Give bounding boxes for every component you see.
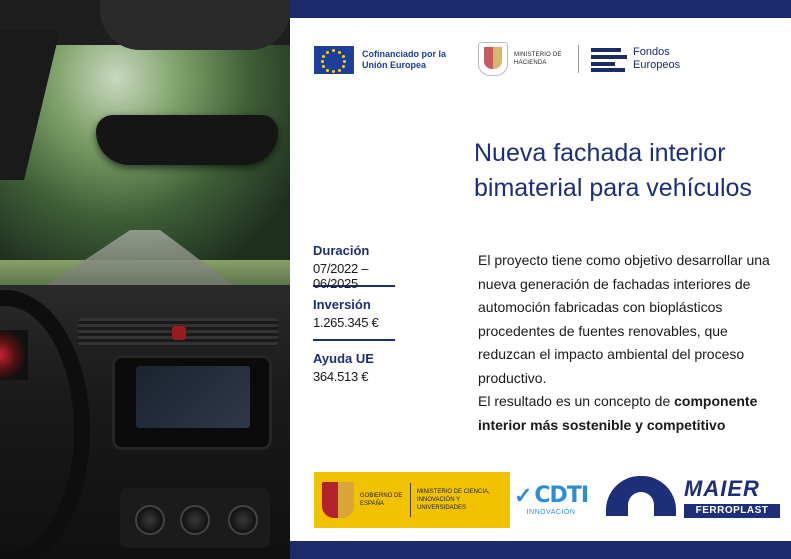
inversion-block [313,297,403,341]
result-paragraph [478,390,778,437]
cdti-check-icon: ✓ [513,483,533,508]
rearview-mirror [96,115,278,165]
instrument-gauge [0,330,28,380]
result-prefix: El resultado es un concepto de [478,393,675,409]
eu-flag-icon [314,46,354,74]
cdti-name: CDTI [534,483,589,508]
infotainment-screen [136,366,250,428]
gobierno-label: GOBIERNO DE ESPAÑA [360,493,403,507]
hazard-button-icon [172,326,186,340]
top-bar [290,0,791,18]
project-description [478,249,778,437]
gobierno-espana-logo [314,472,510,528]
logo-divider [410,483,411,517]
climate-knob-right [228,505,258,535]
description-paragraph: El proyecto tiene como objetivo desarrollar una nueva generación de fachadas interiores de automoción fabricadas con bioplásticos procedentes de fuentes renovables, que reduzcan el impacto ambiental del proceso productivo. [478,252,770,386]
ayuda-value: 364.513 € [313,369,369,384]
duracion-block [313,243,403,291]
maier-ferroplast-logo [606,474,781,522]
eu-cofinanced-logo [314,46,452,74]
ministerio-ciencia-label: MINISTERIO DE CIENCIA, INNOVACIÓN Y UNIVERSIDADES [417,489,490,511]
project-info [313,243,403,397]
result-highlight: componente interior más sostenible y competitivo [478,393,758,433]
climate-knob-center [180,505,210,535]
climate-knob-left [135,505,165,535]
logo-divider [578,45,579,73]
spain-shield-icon [322,482,354,518]
inversion-value: 1.265.345 € [313,315,379,330]
ayuda-label: Ayuda UE [313,351,374,366]
roof-console [100,0,290,50]
title-line-2: bimaterial para vehículos [474,174,752,202]
cdti-sub: INNOVACIÓN [526,509,576,516]
bottom-bar [290,541,791,559]
info-divider [313,339,395,341]
car-interior-photo [0,0,290,559]
maier-name: MAIER [684,476,760,501]
cdti-logo [512,472,590,528]
eu-cofinanced-label: Cofinanciado por la Unión Europea [362,49,447,70]
duracion-label: Duración [313,243,370,258]
inversion-label: Inversión [313,297,371,312]
ministerio-fondos-logo [478,42,680,76]
maier-logo-icon [606,476,676,516]
spain-shield-icon [478,42,508,76]
ministerio-hacienda-label: MINISTERIO DE HACIENDA [514,52,562,66]
fondos-europeos-icon [591,46,627,72]
page-title [474,136,784,206]
ayuda-block [313,351,403,387]
ferroplast-label: FERROPLAST [684,504,780,518]
duracion-value: 07/2022 – 06/2025 [313,261,369,291]
title-line-1: Nueva fachada interior [474,139,726,167]
fondos-europeos-label: Fondos Europeos [633,46,681,71]
